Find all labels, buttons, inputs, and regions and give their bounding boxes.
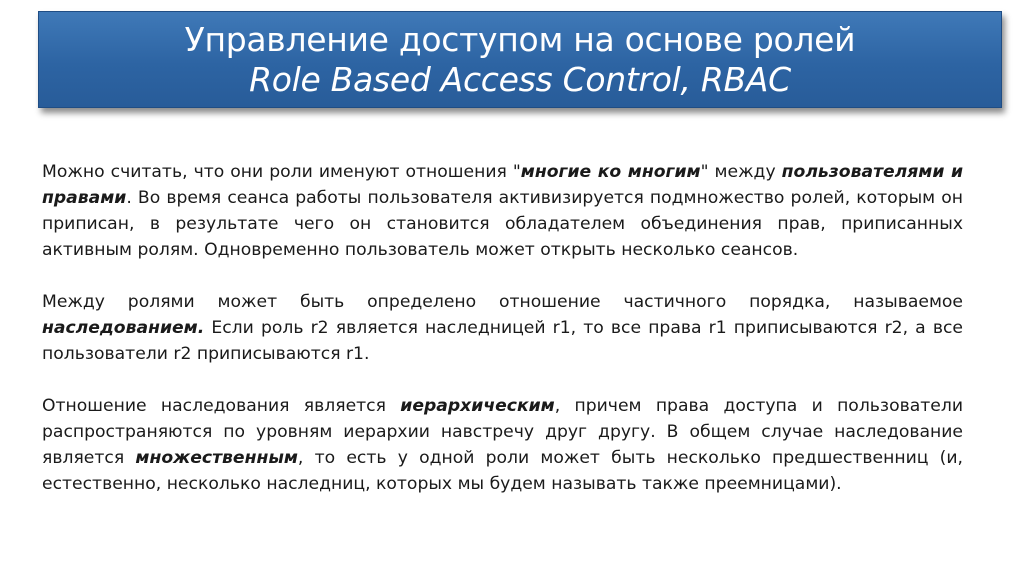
body-text [42,159,963,497]
text-span: " между [700,162,782,182]
emphasis-hierarchical: иерархическим [400,396,555,416]
text-span: Отношение наследования является [42,396,401,416]
paragraph-roles-definition [42,159,963,263]
text-span: Если роль r2 является наследницей r1, то все права r1 приписываются r2, а все пользователи r2 приписываются r1. [42,318,963,364]
paragraph-inheritance [42,289,963,367]
text-span: Между ролями может быть определено отношение частичного порядка, называемое [42,292,963,312]
emphasis-users-and-rights: пользователями и правами [42,162,963,208]
text-span: . Во время сеанса работы пользователя активизируется подмножество ролей, которым он приписан, в результате чего он становится обладателем объединения прав, приписанных активным ролям. Одновременно пользователь может открыть несколько сеансов. [42,188,963,260]
text-span: Можно считать, что они роли именуют отношения " [42,162,521,182]
title-banner [38,11,1002,108]
emphasis-inheritance: наследованием. [42,318,205,338]
title-english: Role Based Access Control, RBAC [249,59,791,99]
paragraph-hierarchy [42,393,963,497]
text-span: , то есть у одной роли может быть несколько предшественниц (и, естественно, несколько наследниц, которых мы будем называть также преемницами). [42,448,964,494]
text-span: , причем права доступа и пользователи распространяются по уровням иерархии навстречу друг другу. В общем случае наследование является [42,396,963,468]
emphasis-many-to-many: многие ко многим [520,162,701,182]
title-russian: Управление доступом на основе ролей [184,19,856,59]
emphasis-multiple: множественным [135,448,298,468]
